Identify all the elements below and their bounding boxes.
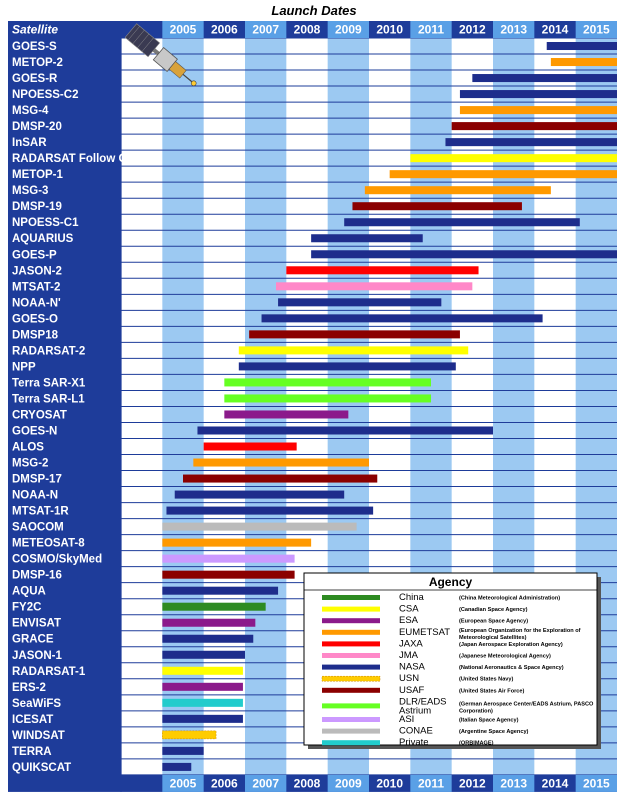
legend-agency-name: ESA <box>399 615 419 627</box>
timeline-bar <box>162 667 243 675</box>
timeline-bar <box>162 683 243 691</box>
satellite-label: GOES-P <box>12 249 57 262</box>
timeline-bar <box>162 555 294 563</box>
legend-agency-name: NASA <box>399 661 425 673</box>
timeline-bar <box>162 635 253 643</box>
timeline-bar <box>445 138 617 146</box>
satellite-label: JASON-2 <box>12 265 62 278</box>
satellite-label: GOES-O <box>12 313 59 326</box>
timeline-bar <box>410 154 617 162</box>
year-tick-label: 2005 <box>169 22 197 37</box>
satellite-label: DMSP-19 <box>12 201 62 214</box>
legend-agency-desc: (United States Navy) <box>459 676 514 683</box>
timeline-bar <box>286 266 478 274</box>
legend-agency-desc: (Argentine Space Agency) <box>459 729 529 736</box>
satellite-label: GOES-N <box>12 425 58 438</box>
timeline-bar <box>311 250 617 258</box>
year-tick-label: 2011 <box>417 776 445 791</box>
satellite-label: MSG-2 <box>12 457 49 470</box>
satellite-label: MTSAT-2 <box>12 281 61 294</box>
satellite-label: InSAR <box>12 137 47 150</box>
satellite-label: NPOESS-C2 <box>12 89 79 102</box>
year-tick-label: 2009 <box>334 776 362 791</box>
timeline-bar <box>162 715 243 723</box>
satellite-label: DMSP-16 <box>12 569 62 582</box>
satellite-label: METOP-1 <box>12 169 63 182</box>
legend-agency-desc: (ORBIMAGE) <box>459 740 494 747</box>
satellite-label: GRACE <box>12 633 54 646</box>
satellite-label: SeaWiFS <box>12 697 62 710</box>
timeline-bar <box>311 234 423 242</box>
satellite-label: DMSP-20 <box>12 121 62 134</box>
satellite-label: Terra SAR-L1 <box>12 393 85 406</box>
timeline-bar <box>162 523 356 531</box>
satellite-label: ERS-2 <box>12 681 46 694</box>
timeline-bar <box>162 731 216 739</box>
legend-agency-name: CONAE <box>399 725 433 737</box>
legend-agency-desc: (Japan Aerospace Exploration Agency) <box>459 641 563 648</box>
legend-swatch <box>322 729 380 734</box>
year-tick-label: 2014 <box>541 776 569 791</box>
timeline-bar <box>278 298 441 306</box>
legend-swatch <box>322 618 380 623</box>
legend-agency-desc: (Italian Space Agency) <box>459 717 519 724</box>
timeline-bar <box>452 122 617 130</box>
satellite-label: METEOSAT-8 <box>12 537 85 550</box>
legend-swatch <box>322 630 380 635</box>
timeline-bar <box>204 443 297 451</box>
timeline-bar <box>193 459 369 467</box>
satellite-label: GOES-R <box>12 73 58 86</box>
timeline-bar <box>365 186 551 194</box>
timeline-bar <box>183 475 377 483</box>
timeline-bar <box>239 346 468 354</box>
satellite-label: ENVISAT <box>12 617 61 630</box>
legend-agency-name: DLR/EADS Astrium <box>399 696 447 717</box>
legend-agency-desc: (European Space Agency) <box>459 618 529 625</box>
satellite-label: METOP-2 <box>12 57 63 70</box>
legend-swatch <box>322 717 380 722</box>
year-tick-label: 2013 <box>500 22 528 37</box>
legend-agency-desc: (German Aerospace Center/EADS Astrium, PASCO Corporation) <box>459 701 594 715</box>
timeline-bar <box>162 763 191 771</box>
timeline-bar <box>162 651 245 659</box>
timeline-bar <box>224 378 431 386</box>
satellite-label: AQUARIUS <box>12 233 74 246</box>
timeline-bar <box>162 539 311 547</box>
satellite-label: CRYOSAT <box>12 409 67 422</box>
timeline-bar <box>162 699 243 707</box>
legend-swatch <box>322 688 380 693</box>
timeline-bar <box>262 314 543 322</box>
satellite-label: NOAA-N <box>12 489 58 502</box>
satellite-label: TERRA <box>12 745 52 758</box>
year-tick-label: 2010 <box>376 776 404 791</box>
legend-title: Agency <box>428 575 473 589</box>
year-tick-label: 2007 <box>252 22 280 37</box>
agency-legend <box>304 573 601 749</box>
legend-swatch <box>322 740 380 745</box>
timeline-bar <box>472 74 617 82</box>
satellite-column-header: Satellite <box>12 22 59 37</box>
legend-agency-desc: (European Organization for the Exploration of Meteorological Satellites) <box>459 627 581 641</box>
timeline-bar <box>390 170 617 178</box>
satellite-label: GOES-S <box>12 41 57 53</box>
satellite-label: NPP <box>12 361 36 374</box>
timeline-bar <box>551 58 617 66</box>
satellite-label: WINDSAT <box>12 729 65 742</box>
satellite-label: JASON-1 <box>12 649 62 662</box>
year-tick-label: 2005 <box>169 776 197 791</box>
legend-agency-desc: (Canadian Space Agency) <box>459 607 528 614</box>
year-tick-label: 2006 <box>210 22 238 37</box>
legend-agency-name: ASI <box>399 714 415 725</box>
year-tick-label: 2008 <box>293 22 321 37</box>
legend-agency-name: JAXA <box>399 638 423 650</box>
legend-agency-desc: (United States Air Force) <box>459 688 525 695</box>
timeline-bar <box>162 603 265 611</box>
legend-swatch <box>322 703 380 708</box>
year-tick-label: 2009 <box>334 22 362 37</box>
timeline-bar <box>344 218 580 226</box>
timeline-bar <box>224 394 431 402</box>
satellite-label: SAOCOM <box>12 521 64 534</box>
timeline-bar <box>162 587 278 595</box>
timeline-bar <box>197 426 493 434</box>
satellite-label: QUIKSCAT <box>12 761 72 774</box>
satellite-label: AQUA <box>12 585 46 598</box>
year-tick-label: 2008 <box>293 776 321 791</box>
timeline-bar <box>162 619 255 627</box>
satellite-label: NOAA-N' <box>12 297 61 310</box>
timeline-bar <box>166 507 373 515</box>
legend-swatch <box>322 595 380 600</box>
year-footer-row <box>162 775 617 792</box>
legend-agency-name: USAF <box>399 684 425 696</box>
legend-agency-desc: (National Aeronautics & Space Agency) <box>459 665 564 672</box>
timeline-bar <box>249 330 460 338</box>
timeline-bar <box>547 42 617 50</box>
legend-agency-desc: (Japanese Meteorological Agency) <box>459 653 551 660</box>
legend-swatch <box>322 653 380 658</box>
satellite-label: RADARSAT Follow On <box>12 153 135 166</box>
satellite-label: Terra SAR-X1 <box>12 377 86 390</box>
year-tick-label: 2010 <box>376 22 404 37</box>
satellite-label: FY2C <box>12 601 42 614</box>
satellite-label: MSG-3 <box>12 185 49 198</box>
legend-agency-name: USN <box>399 673 420 685</box>
year-tick-label: 2014 <box>541 22 569 37</box>
satellite-label: NPOESS-C1 <box>12 217 79 230</box>
legend-agency-name: Private <box>399 737 429 749</box>
timeline-bar <box>460 106 617 114</box>
satellite-label: RADARSAT-1 <box>12 665 86 678</box>
year-tick-label: 2011 <box>417 22 445 37</box>
chart-title: Launch Dates <box>271 3 357 18</box>
year-tick-label: 2012 <box>458 22 486 37</box>
timeline-bar <box>239 362 456 370</box>
year-tick-label: 2007 <box>252 776 280 791</box>
satellite-label: MTSAT-1R <box>12 505 69 518</box>
satellite-label: DMSP-17 <box>12 473 62 486</box>
timeline-bar <box>276 282 472 290</box>
legend-agency-desc: (China Meteorological Administration) <box>459 595 561 602</box>
timeline-bar <box>162 747 203 755</box>
timeline-bar <box>175 491 344 499</box>
legend-agency-name: EUMETSAT <box>399 626 451 638</box>
satellite-label: ALOS <box>12 441 44 454</box>
legend-agency-name: JMA <box>399 650 418 661</box>
satellite-label: COSMO/SkyMed <box>12 553 103 566</box>
timeline-bar <box>224 410 348 418</box>
legend-swatch <box>322 641 380 646</box>
satellite-label: RADARSAT-2 <box>12 345 86 358</box>
satellite-label: MSG-4 <box>12 105 49 118</box>
legend-agency-name: China <box>399 592 424 603</box>
legend-swatch <box>322 676 380 681</box>
year-tick-label: 2015 <box>582 776 610 791</box>
year-tick-label: 2013 <box>500 776 528 791</box>
legend-agency-name: CSA <box>399 603 419 615</box>
legend-swatch <box>322 607 380 612</box>
timeline-bar <box>460 90 617 98</box>
timeline-bar <box>352 202 521 210</box>
timeline-bar <box>162 571 294 579</box>
satellite-label: ICESAT <box>12 713 54 726</box>
year-tick-label: 2006 <box>210 776 238 791</box>
year-tick-label: 2012 <box>458 776 486 791</box>
legend-swatch <box>322 665 380 670</box>
satellite-label: DMSP18 <box>12 329 59 342</box>
year-tick-label: 2015 <box>582 22 610 37</box>
